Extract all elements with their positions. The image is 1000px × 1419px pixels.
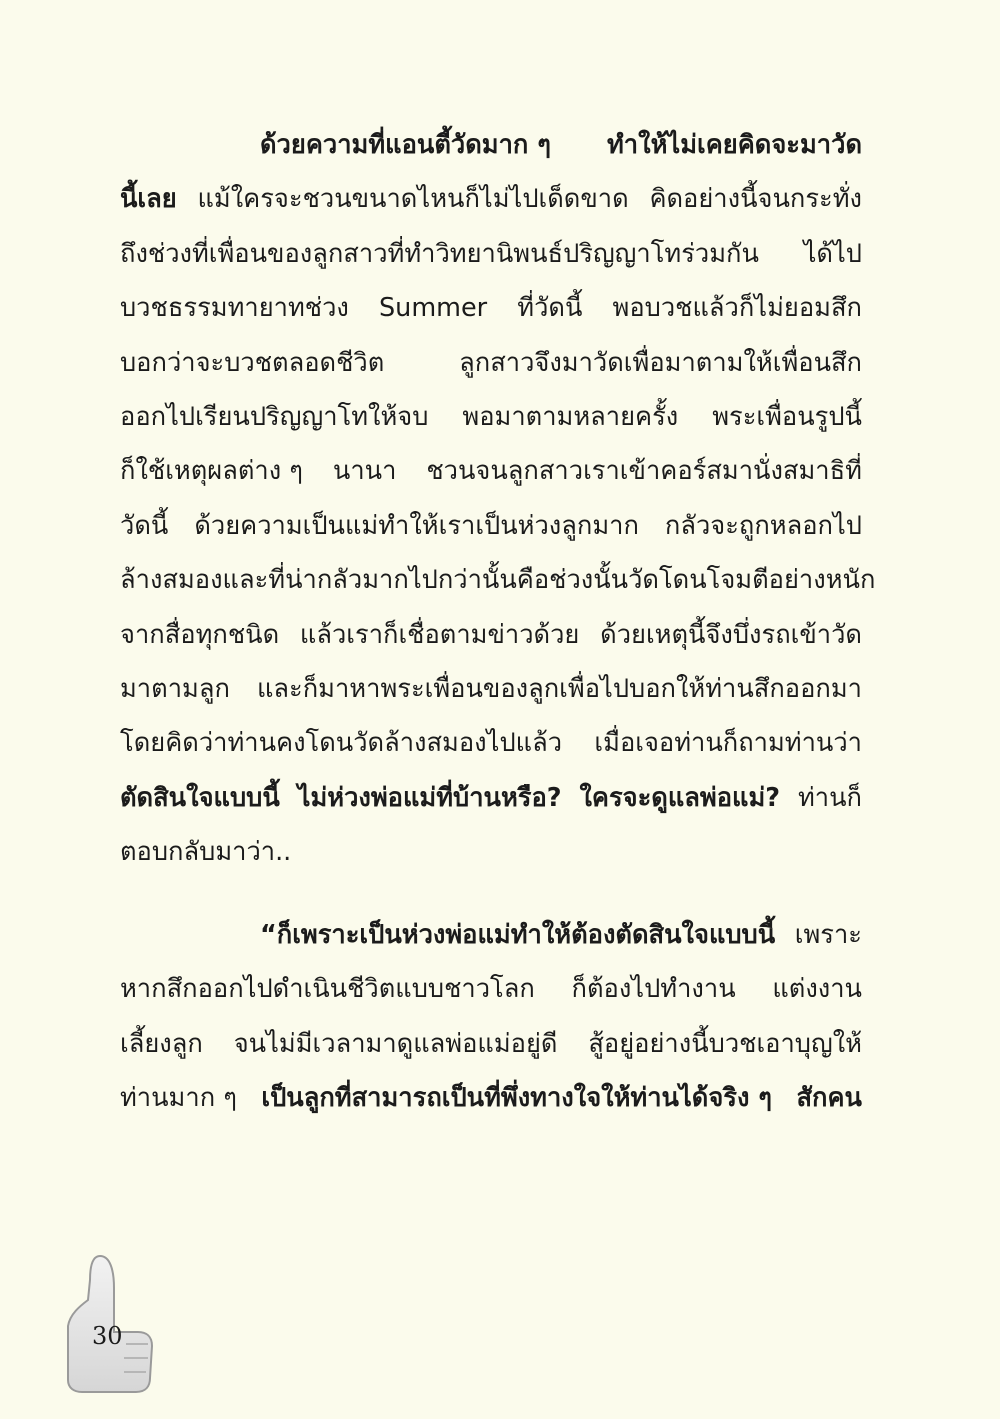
text-line: [120, 336, 862, 390]
text-segment: ออกไปเรียนปริญญาโทให้จบ: [120, 401, 429, 432]
text-segment: และก็มาหาพระเพื่อนของลูกเพื่อไปบอกให้ท่านสึกออกมา: [256, 673, 862, 704]
text-line: [120, 962, 862, 1016]
text-segment: ลูกสาวจึงมาวัดเพื่อมาตามให้เพื่อนสึก: [459, 347, 862, 378]
text-line: [120, 662, 862, 716]
text-line: [120, 553, 876, 607]
text-segment: เมื่อเจอท่านก็ถามท่านว่า: [594, 728, 862, 759]
text-line: [120, 908, 862, 962]
text-segment: กลัวจะถูกหลอกไป: [664, 510, 862, 541]
text-segment: ที่วัดนี้: [517, 293, 583, 324]
text-line: [120, 771, 862, 825]
text-segment: ทำให้ไม่เคยคิดจะมาวัด: [607, 130, 862, 160]
text-segment: ท่านก็: [797, 782, 862, 813]
text-segment: หากสึกออกไปดำเนินชีวิตแบบชาวโลก: [120, 974, 535, 1005]
text-segment: ด้วยความเป็นแม่ทำให้เราเป็นห่วงลูกมาก: [194, 510, 639, 541]
text-line: [120, 1071, 862, 1125]
text-line: [120, 390, 862, 444]
text-segment: พอมาตามหลายครั้ง: [462, 401, 679, 432]
text-segment: ไม่ห่วงพ่อแม่ที่บ้านหรือ?: [297, 782, 562, 813]
text-segment: ด้วยความที่แอนตี้วัดมาก ๆ: [260, 130, 551, 160]
text-segment: แต่งงาน: [772, 974, 862, 1005]
text-segment: “ก็เพราะเป็นห่วงพ่อแม่ทำให้ต้องตัดสินใจแบบนี้: [260, 920, 776, 950]
text-line: [120, 825, 862, 879]
text-segment: จากสื่อทุกชนิด: [120, 619, 280, 650]
text-line: [120, 281, 862, 335]
text-line: [120, 608, 862, 662]
text-segment: ใครจะดูแลพ่อแม่?: [579, 782, 781, 813]
text-segment: นี้เลย: [120, 184, 177, 215]
text-segment: ชวนจนลูกสาวเราเข้าคอร์สมานั่งสมาธิที่: [426, 456, 862, 487]
text-segment: ตอบกลับมาว่า..: [120, 837, 292, 868]
text-line: [120, 172, 862, 226]
paragraph-1: [120, 118, 876, 879]
paragraph-2: [120, 908, 862, 1126]
text-line: [120, 499, 862, 553]
text-line: [120, 444, 862, 498]
text-segment: ก็ใช้เหตุผลต่าง ๆ: [120, 456, 303, 487]
text-segment: คือ: [516, 565, 550, 596]
text-segment: เพราะ: [794, 920, 862, 950]
text-segment: Summer: [378, 293, 488, 324]
text-segment: วัดนี้: [120, 510, 169, 541]
text-segment: โดยคิดว่าท่านคงโดนวัดล้างสมองไปแล้ว: [120, 728, 563, 759]
text-segment: ด้วยเหตุนี้จึงบึ่งรถเข้าวัด: [600, 619, 862, 650]
text-segment: บวชธรรมทายาทช่วง: [120, 293, 349, 324]
text-line: [120, 716, 862, 770]
text-line: [120, 118, 862, 172]
text-segment: แม้ใครจะชวนขนาดไหนก็ไม่ไปเด็ดขาด: [197, 184, 629, 215]
text-segment: สู้อยู่อย่างนี้บวชเอาบุญให้: [588, 1028, 862, 1059]
text-segment: ได้ไป: [803, 238, 862, 269]
text-segment: ก็ต้องไปทำงาน: [571, 974, 736, 1005]
text-segment: ตัดสินใจแบบนี้: [120, 782, 280, 813]
text-segment: เป็นลูกที่สามารถเป็นที่พึ่งทางใจให้ท่านได้จริง ๆ: [261, 1083, 773, 1114]
text-line: [120, 1017, 862, 1071]
text-segment: ถึงช่วงที่เพื่อนของลูกสาวที่ทำวิทยานิพนธ์ปริญญาโทร่วมกัน: [120, 238, 759, 269]
text-segment: ช่วงนั้นวัดโดนโจมตีอย่างหนัก: [549, 565, 876, 596]
text-segment: จนไม่มีเวลามาดูแลพ่อแม่อยู่ดี: [233, 1028, 558, 1059]
text-segment: พระเพื่อนรูปนี้: [712, 401, 862, 432]
text-segment: บอกว่าจะบวชตลอดชีวิต: [120, 347, 385, 378]
text-segment: เลี้ยงลูก: [120, 1028, 203, 1059]
text-segment: ท่านมาก ๆ: [120, 1083, 237, 1114]
text-segment: และที่น่ากลัวมากไปกว่านั้น: [222, 565, 517, 596]
text-segment: คิดอย่างนี้จนกระทั่ง: [649, 184, 862, 215]
text-segment: นานา: [332, 456, 397, 487]
text-segment: มาตามลูก: [120, 673, 230, 704]
text-line: [120, 227, 862, 281]
page-number: 30: [92, 1322, 123, 1350]
text-segment: แล้วเราก็เชื่อตามข่าวด้วย: [299, 619, 580, 650]
text-segment: ล้างสมอง: [120, 565, 223, 596]
text-segment: สักคน: [796, 1083, 862, 1114]
text-segment: พอบวชแล้วก็ไม่ยอมสึก: [612, 293, 862, 324]
